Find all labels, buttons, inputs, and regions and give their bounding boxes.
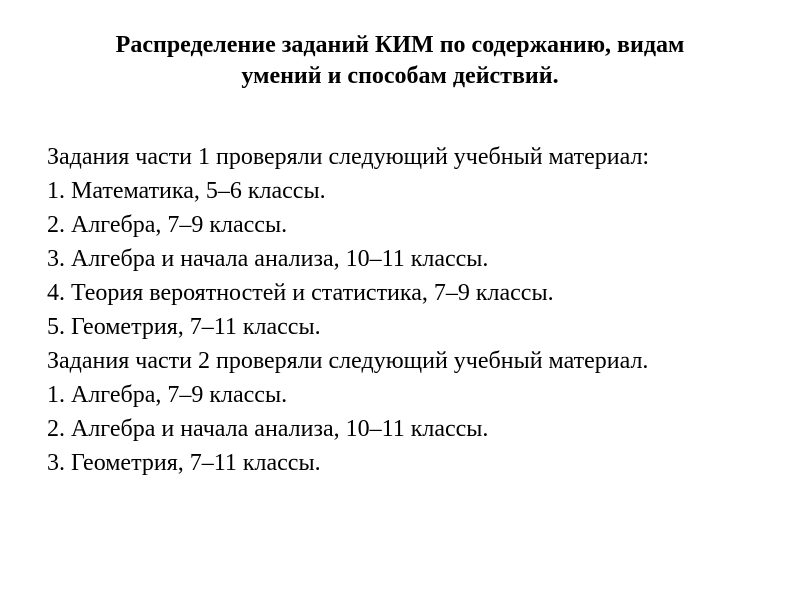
part2-item-2: 2. Алгебра и начала анализа, 10–11 классы.: [47, 416, 489, 442]
part1-heading: Задания части 1 проверяли следующий учебный материал:: [47, 144, 650, 170]
part2-item-3: 3. Геометрия, 7–11 классы.: [47, 450, 321, 476]
part1-item-3: 3. Алгебра и начала анализа, 10–11 классы.: [47, 246, 489, 272]
slide-title: [40, 30, 760, 92]
part1-item-2: 2. Алгебра, 7–9 классы.: [47, 212, 288, 238]
part1-item-5: 5. Геометрия, 7–11 классы.: [47, 314, 321, 340]
slide-body: [47, 140, 767, 480]
slide-title-line-1: Распределение заданий КИМ по содержанию, видам: [115, 32, 685, 58]
part2-item-1: 1. Алгебра, 7–9 классы.: [47, 382, 288, 408]
part2-heading: Задания части 2 проверяли следующий учебный материал.: [47, 348, 649, 374]
part1-item-1: 1. Математика, 5–6 классы.: [47, 178, 326, 204]
slide-title-line-2: умений и способам действий.: [241, 63, 559, 89]
part1-item-4: 4. Теория вероятностей и статистика, 7–9 классы.: [47, 280, 554, 306]
